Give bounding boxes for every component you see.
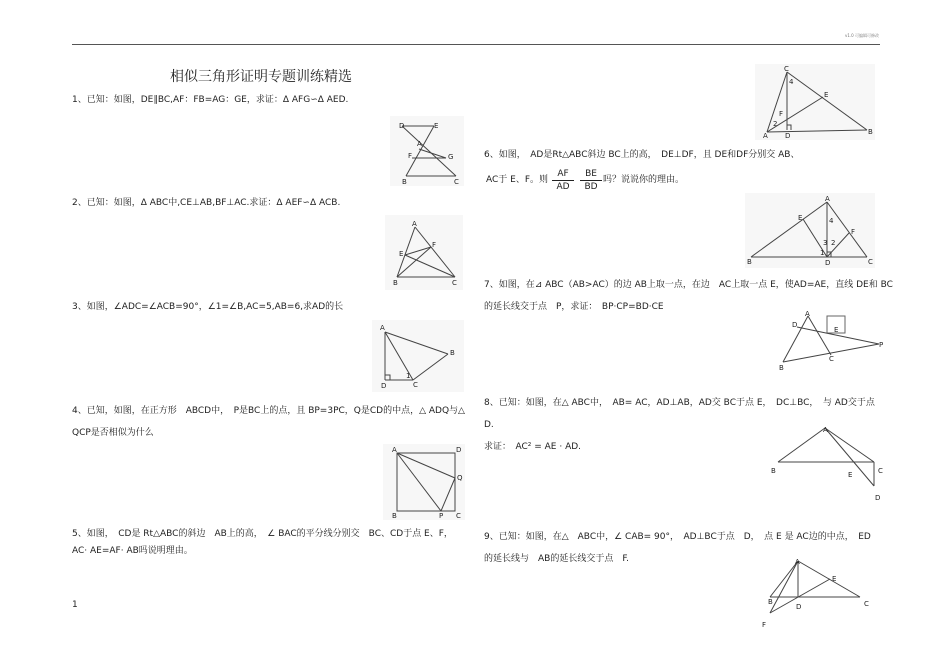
- label-C: C: [864, 600, 869, 608]
- problem-9-line-2: 的延长线与 AB的延长线交于点 F.: [484, 554, 629, 564]
- problem-8-line-1: 8、已知：如图，在△ ABC中， AB= AC，AD⊥AB，AD交 BC于点 E， DC⊥BC， 与 AD交于点: [484, 398, 875, 408]
- label-C: C: [868, 258, 873, 266]
- header-rule: [72, 44, 880, 45]
- label-D: D: [796, 603, 802, 611]
- label-C: C: [413, 381, 418, 389]
- label-E: E: [824, 91, 829, 99]
- label-A: A: [825, 195, 830, 203]
- label-E: E: [434, 122, 439, 130]
- label-C: C: [784, 65, 789, 73]
- label-F: F: [432, 241, 437, 249]
- label-C: C: [452, 279, 457, 287]
- label-A: A: [412, 220, 417, 228]
- label-A: A: [380, 324, 385, 332]
- label-C: C: [456, 512, 461, 520]
- label-F: F: [851, 228, 856, 236]
- label-A: A: [417, 140, 422, 148]
- problem-4-line-2: QCP是否相似为什么: [72, 428, 154, 438]
- problem-8-line-2: D.: [484, 420, 494, 430]
- problem-7-line-1: 7、如图，在⊿ ABC（AB>AC）的边 AB上取一点，在边 AC上取一点 E，使AD=AE，直线 DE和 BC: [484, 280, 893, 290]
- figure-9: [760, 555, 880, 635]
- figure-7: [775, 312, 887, 374]
- problem-4-line-1: 4、已知，如图，在正方形 ABCD中， P是BC上的点，且 BP=3PC，Q是CD的中点，△ ADQ与△: [72, 406, 465, 416]
- problem-6-line-2b: 吗？说说你的理由。: [603, 175, 685, 185]
- fraction-2-numerator: BE: [580, 168, 602, 181]
- problem-5-line-1: 5、如图， CD是 Rt△ABC的斜边 AB上的高， ∠ BAC的平分线分别交 BC、CD于点 E、F，: [72, 529, 453, 539]
- label-A: A: [392, 446, 397, 454]
- problem-3-text: 3、如图，∠ADC=∠ACB=90°，∠1=∠B,AC=5,AB=6,求AD的长: [72, 302, 344, 312]
- figure-6: [745, 193, 875, 268]
- label-B: B: [768, 598, 773, 606]
- label-A: A: [795, 558, 800, 566]
- page-number: 1: [72, 600, 78, 610]
- label-angle-2: 2: [773, 120, 778, 128]
- figure-8: [768, 422, 888, 504]
- fraction-2-denominator: BD: [584, 182, 598, 192]
- label-B: B: [450, 349, 455, 357]
- figure-1: [390, 116, 464, 186]
- problem-2-text: 2、已知：如图，Δ ABC中,CE⊥AB,BF⊥AC.求证：Δ AEF∽Δ ACB.: [72, 198, 341, 208]
- label-P: P: [879, 341, 884, 349]
- label-B: B: [771, 467, 776, 475]
- label-E: E: [834, 326, 839, 334]
- problem-8-line-3: 求证： AC² = AE · AD.: [484, 442, 582, 452]
- label-D: D: [785, 132, 791, 140]
- label-E: E: [798, 214, 803, 222]
- problem-7-line-2: 的延长线交于点 P，求证： BP·CP=BD·CE: [484, 302, 664, 312]
- label-A: A: [823, 426, 828, 434]
- label-angle-4: 4: [789, 78, 794, 86]
- label-A: A: [805, 310, 810, 318]
- label-D: D: [381, 382, 387, 390]
- label-D: D: [399, 122, 405, 130]
- label-B: B: [393, 279, 398, 287]
- label-angle-1: 1: [406, 372, 411, 380]
- label-B: B: [747, 258, 752, 266]
- label-B: B: [402, 178, 407, 186]
- label-E: E: [399, 250, 404, 258]
- fraction-1-numerator: AF: [552, 168, 574, 181]
- problem-5-line-2: AC· AE=AF· AB吗说明理由。: [72, 546, 193, 556]
- fraction-af-ad: [552, 168, 574, 193]
- label-B: B: [392, 512, 397, 520]
- figure-2: [385, 215, 463, 290]
- figure-5: [755, 64, 875, 140]
- problem-6-line-2a: AC于 E、F。则: [486, 175, 549, 185]
- header-tag: v1.0 可编辑可修改: [845, 33, 879, 38]
- label-D: D: [792, 321, 798, 329]
- figure-4: [383, 444, 465, 520]
- label-angle-3: 3: [823, 239, 828, 247]
- fraction-1-denominator: AD: [556, 182, 570, 192]
- label-C: C: [878, 467, 883, 475]
- label-P: P: [439, 512, 444, 520]
- label-E: E: [848, 471, 853, 479]
- label-D: D: [825, 259, 831, 267]
- problem-6-line-1: 6、如图， AD是Rt△ABC斜边 BC上的高， DE⊥DF，且 DE和DF分别交 AB、: [484, 150, 800, 160]
- label-A: A: [763, 132, 768, 140]
- figure-3: [372, 320, 464, 392]
- label-C: C: [454, 178, 459, 186]
- label-F: F: [408, 152, 413, 160]
- label-D: D: [456, 446, 462, 454]
- fraction-be-bd: [580, 168, 602, 193]
- problem-1-text: 1、已知：如图，DE∥BC,AF：FB=AG：GE，求证：Δ AFG∽Δ AED.: [72, 95, 349, 105]
- problem-9-line-1: 9、已知：如图，在△ ABC中，∠ CAB= 90°， AD⊥BC于点 D， 点 E 是 AC边的中点， ED: [484, 532, 871, 542]
- label-F: F: [762, 621, 767, 629]
- page-title: 相似三角形证明专题训练精选: [170, 69, 352, 85]
- label-B: B: [779, 364, 784, 372]
- label-F: F: [779, 110, 784, 118]
- label-C: C: [829, 355, 834, 363]
- label-B: B: [868, 128, 873, 136]
- label-angle-1: 1: [820, 249, 825, 257]
- label-angle-4: 4: [829, 217, 834, 225]
- label-E: E: [832, 575, 837, 583]
- label-D: D: [875, 494, 881, 502]
- label-angle-2: 2: [831, 239, 836, 247]
- label-G: G: [448, 153, 454, 161]
- label-Q: Q: [457, 474, 463, 482]
